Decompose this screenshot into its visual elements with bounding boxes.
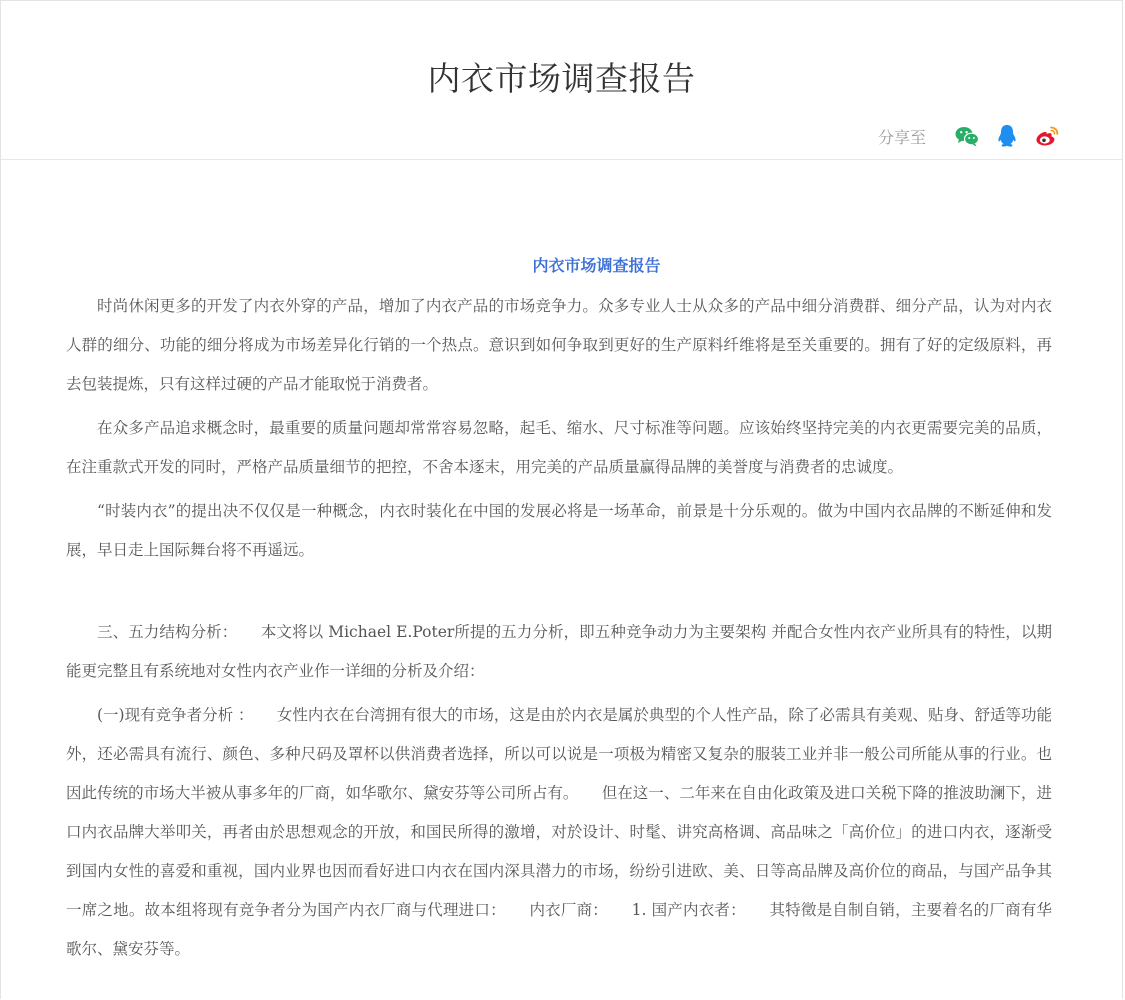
weibo-icon[interactable] (1034, 123, 1060, 149)
paragraph: (一)现有竞争者分析 ： 女性内衣在台湾拥有很大的市场，这是由於内衣是属於典型的个人性产品，除了必需具有美观、贴身、舒适等功能外，还必需具有流行、颜色、多种尺码及罩杯以供消费者选择，所以可以说是一项极为精密又复杂的服装工业并非一般公司所能从事的行业。也因此传统的市场大半被从事多年的厂商，如华歌尔、黛安芬等公司所占有。 但在这一、二年来在自由化政策及进口关税下降的推波助澜下，进口内衣品牌大举叩关，再者由於思想观念的开放，和国民所得的激增，对於设计、时髦、讲究高格调、高品味之「高价位」的进口内衣，逐渐受到国内女性的喜爱和重视，国内业界也因而看好进口内衣在国内深具潜力的市场，纷纷引进欧、美、日等高品牌及高价位的商品，与国产品争其一席之地。故本组将现有竞争者分为国产内衣厂商与代理进口： 内衣厂商： 1. 国产内衣者： 其特徵是自制自销，主要着名的厂商有华歌尔、黛安芬等。 (66, 706, 1052, 958)
qq-icon[interactable] (994, 123, 1020, 149)
paragraph: “时装内衣”的提出决不仅仅是一种概念，内衣时装化在中国的发展必将是一场革命，前景是十分乐观的。做为中国内衣品牌的不断延伸和发展，早日走上国际舞台将不再遥远。 (66, 502, 1052, 559)
paragraph: 时尚休闲更多的开发了内衣外穿的产品，增加了内衣产品的市场竞争力。众多专业人士从众多的产品中细分消费群、细分产品，认为对内衣人群的细分、功能的细分将成为市场差异化行销的一个热点。意识到如何争取到更好的生产原料纤维将是至关重要的。拥有了好的定级原料，再去包装提炼，只有这样过硬的产品才能取悦于消费者。 (66, 297, 1052, 393)
paragraph: 在众多产品追求概念时，最重要的质量问题却常常容易忽略，起毛、缩水、尺寸标准等问题。应该始终坚持完美的内衣更需要完美的品质，在注重款式开发的同时，严格产品质量细节的把控，不舍本逐末，用完美的产品质量赢得品牌的美誉度与消费者的忠诚度。 (66, 419, 1052, 476)
article-title: 内衣市场调查报告 (532, 256, 661, 275)
page-title: 内衣市场调查报告 (427, 59, 696, 98)
wechat-icon[interactable] (954, 123, 980, 149)
article-content (1, 160, 1122, 999)
page-header (1, 1, 1122, 160)
paragraph: 三、五力结构分析： 本文将以 Michael E.Poter所提的五力分析，即五种竞争动力为主要架构 并配合女性内衣产业所具有的特性，以期能更完整且有系统地对女性内衣产业作一详细的分析及介绍： (66, 623, 1052, 680)
share-bar (878, 123, 1060, 149)
share-label: 分享至 (877, 127, 926, 147)
